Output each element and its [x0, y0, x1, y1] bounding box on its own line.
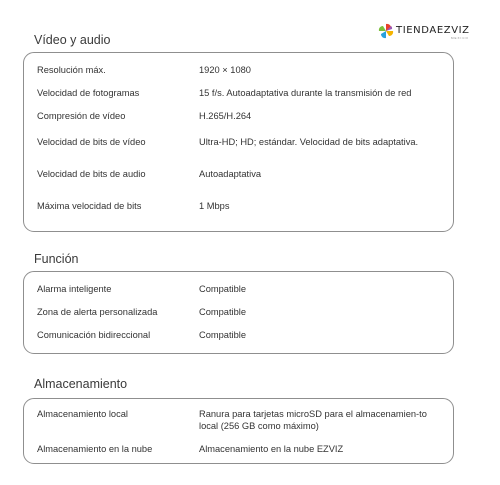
spec-box-video-audio — [23, 52, 454, 232]
spec-value: Compatible — [199, 307, 247, 317]
section-title-video-audio: Vídeo y audio — [34, 33, 111, 47]
spec-key: Velocidad de bits de audio — [37, 169, 146, 179]
spec-key: Zona de alerta personalizada — [37, 307, 158, 317]
section-title-funcion: Función — [34, 252, 79, 266]
spec-key: Resolución máx. — [37, 65, 106, 75]
brand-sub: MEXICO — [451, 36, 469, 40]
spec-key: Almacenamiento local — [37, 409, 128, 419]
brand-logo-icon — [378, 23, 394, 39]
spec-box-funcion — [23, 271, 454, 354]
spec-value: Compatible — [199, 284, 247, 294]
spec-value: Almacenamiento en la nube EZVIZ — [199, 444, 344, 454]
brand-logo — [376, 21, 486, 43]
spec-value: Ranura para tarjetas microSD para el almacenamien-to local (256 GB como máximo) — [199, 409, 427, 431]
spec-value: Ultra-HD; HD; estándar. Velocidad de bits adaptativa. — [199, 137, 419, 147]
spec-key: Almacenamiento en la nube — [37, 444, 153, 454]
brand-name: TIENDAEZVIZ — [396, 25, 470, 36]
spec-box-almacenamiento — [23, 398, 454, 464]
spec-key: Alarma inteligente — [37, 284, 112, 294]
spec-value: 15 f/s. Autoadaptativa durante la transmisión de red — [199, 88, 412, 98]
spec-value: Compatible — [199, 330, 247, 340]
spec-key: Velocidad de bits de vídeo — [37, 137, 146, 147]
spec-key: Velocidad de fotogramas — [37, 88, 140, 98]
spec-key: Compresión de vídeo — [37, 111, 126, 121]
section-title-almacenamiento: Almacenamiento — [34, 377, 128, 391]
spec-key: Máxima velocidad de bits — [37, 201, 142, 211]
spec-value: 1 Mbps — [199, 201, 230, 211]
spec-value: Autoadaptativa — [199, 169, 262, 179]
spec-value: 1920 × 1080 — [199, 65, 251, 75]
spec-value: H.265/H.264 — [199, 111, 252, 121]
spec-key: Comunicación bidireccional — [37, 330, 151, 340]
